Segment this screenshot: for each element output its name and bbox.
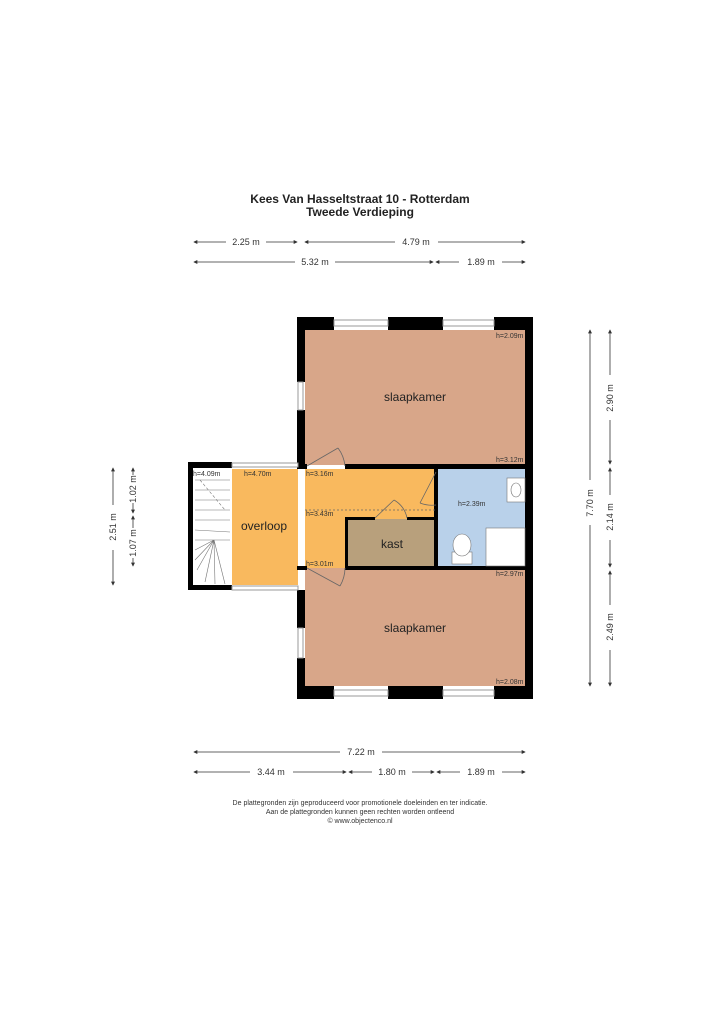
room-label-bedroom-top: slaapkamer — [383, 390, 447, 404]
height-label: h=3.12m — [496, 457, 524, 464]
room-label-closet: kast — [380, 537, 404, 551]
dim-top-c: 5.32 m — [301, 257, 329, 267]
dim-top-d: 1.89 m — [467, 257, 495, 267]
room-label-landing: overloop — [240, 519, 288, 533]
height-label: h=2.97m — [496, 571, 524, 578]
height-label: h=2.09m — [496, 333, 524, 340]
dim-right-total: 7.70 m — [585, 489, 595, 517]
plan-title: Kees Van Hasseltstraat 10 - Rotterdam — [250, 192, 470, 206]
dim-left-a: 1.02 m — [128, 475, 138, 503]
height-label: h=2.08m — [496, 679, 524, 686]
height-label: h=4.09m — [193, 471, 221, 478]
left-dimensions — [108, 468, 138, 585]
disclaimer-line-2: Aan de plattegronden kunnen geen rechten worden ontleend — [265, 809, 455, 816]
disclaimer-line-1: De plattegronden zijn geproduceerd voor promotionele doeleinden en ter indicatie. — [232, 800, 488, 807]
dim-bottom-total: 7.22 m — [347, 747, 375, 757]
copyright-link[interactable]: © www.objectenco.nl — [327, 818, 393, 825]
height-label: h=4.70m — [244, 471, 272, 478]
height-label: h=3.01m — [306, 561, 334, 568]
dim-top-a: 2.25 m — [232, 237, 260, 247]
right-dimensions — [585, 330, 615, 686]
dim-bottom-a: 3.44 m — [257, 767, 285, 777]
dim-right-c: 2.49 m — [605, 613, 615, 641]
sink-icon — [507, 478, 525, 502]
dim-top-b: 4.79 m — [402, 237, 430, 247]
shower-icon — [486, 528, 525, 566]
height-label: h=2.39m — [458, 501, 486, 508]
dim-left-b: 1.07 m — [128, 529, 138, 557]
stair-fill — [193, 469, 232, 585]
dim-left-total: 2.51 m — [108, 513, 118, 541]
dim-right-a: 2.90 m — [605, 384, 615, 412]
dim-right-b: 2.14 m — [605, 503, 615, 531]
dim-bottom-b: 1.80 m — [378, 767, 406, 777]
bottom-dimensions — [194, 747, 525, 777]
top-dimensions — [194, 237, 525, 267]
height-label: h=3.16m — [306, 471, 334, 478]
dim-bottom-c: 1.89 m — [467, 767, 495, 777]
height-label: h=3.43m — [306, 511, 334, 518]
room-label-bedroom-bottom: slaapkamer — [383, 621, 447, 635]
plan-subtitle: Tweede Verdieping — [306, 205, 414, 219]
